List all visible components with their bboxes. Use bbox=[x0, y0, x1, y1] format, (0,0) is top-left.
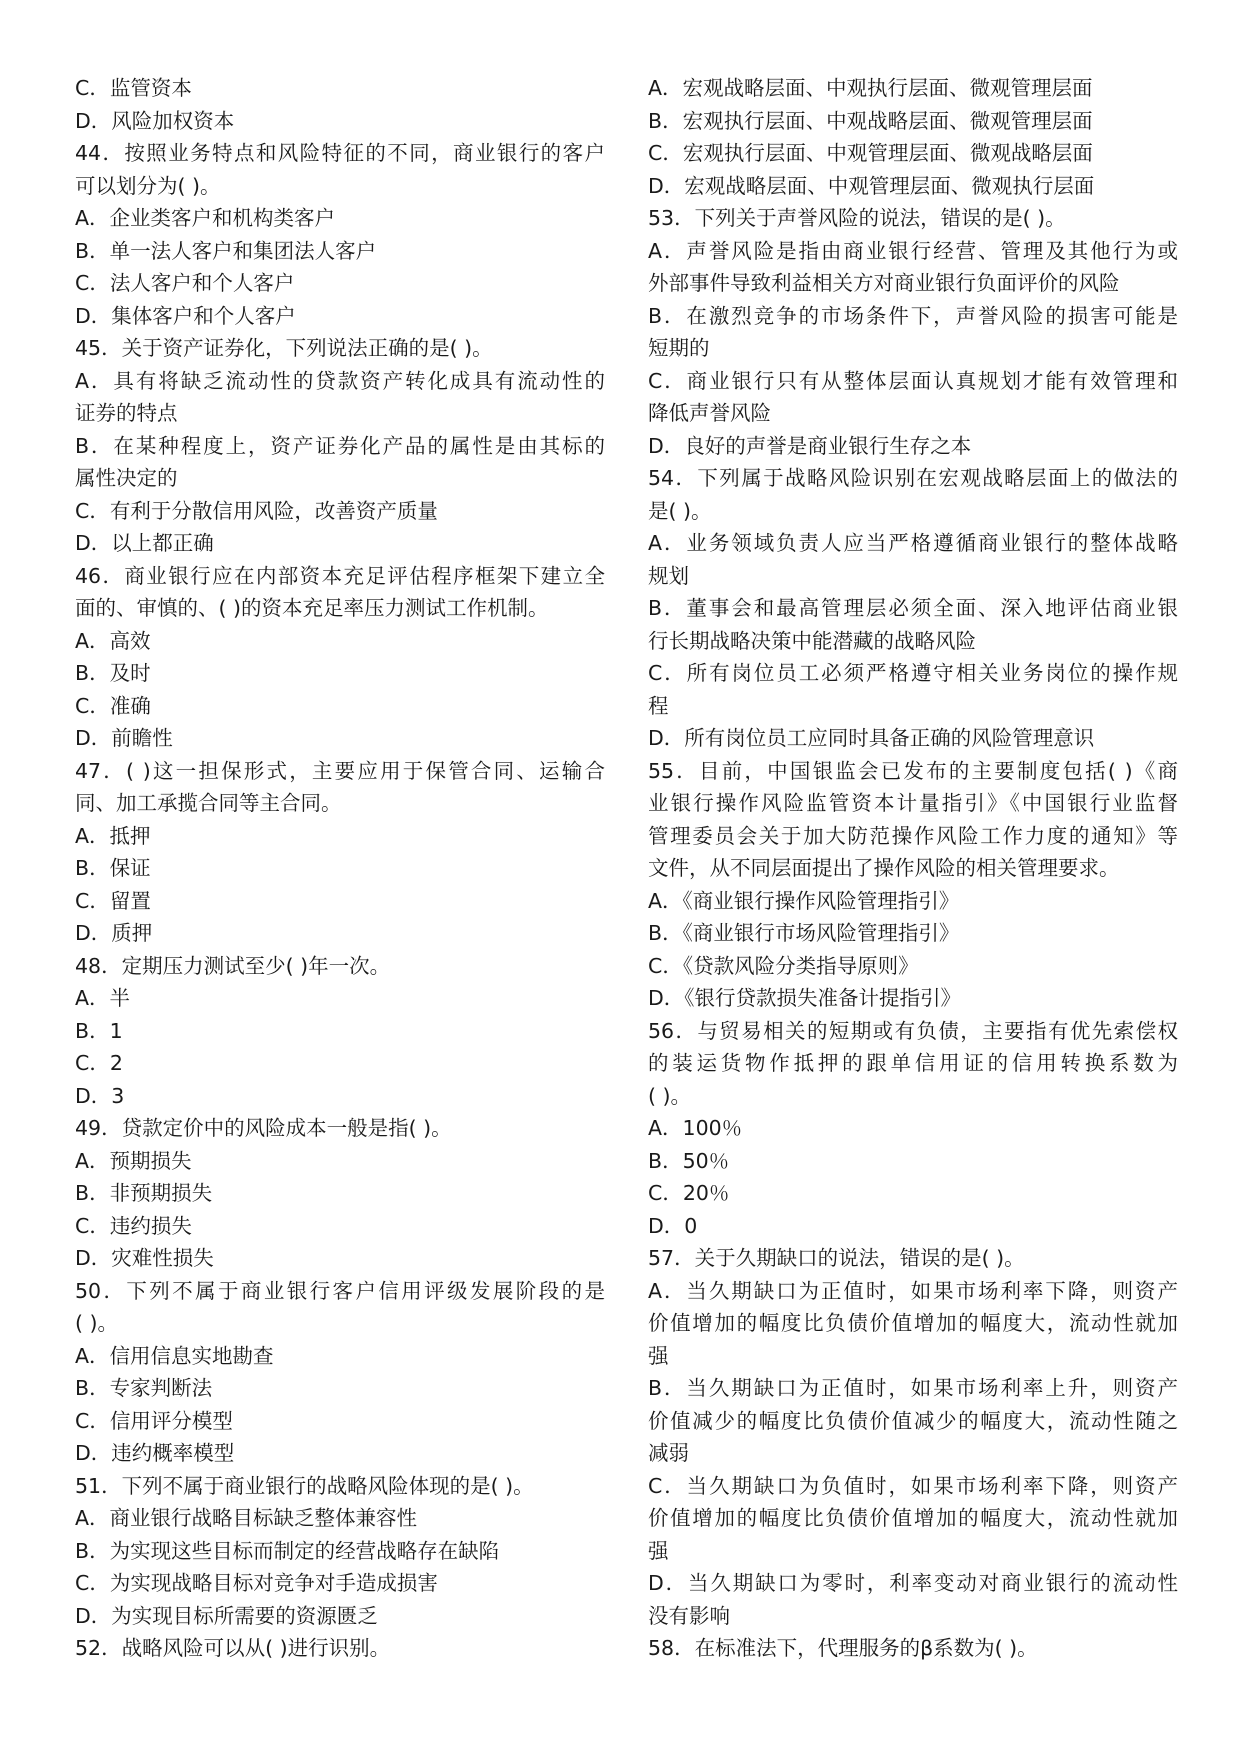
left-text-line: A．抵押 bbox=[75, 823, 151, 848]
left-text-line: B．单一法人客户和集团法人客户 bbox=[75, 238, 377, 263]
right-text-line: A．《商业银行操作风险管理指引》 bbox=[648, 888, 960, 913]
left-text-line: C．监管资本 bbox=[75, 76, 192, 100]
left-text-line: 49．贷款定价中的风险成本一般是指( )。 bbox=[75, 1116, 452, 1140]
left-text-line: A．半 bbox=[75, 986, 131, 1010]
right-text-line: C．商业银行只有从整体层面认真规划才能有效管理和 bbox=[648, 368, 1178, 393]
right-text-line: 强 bbox=[648, 1343, 669, 1368]
right-text-line: C．宏观执行层面、中观管理层面、微观战略层面 bbox=[648, 141, 1093, 165]
left-column bbox=[75, 72, 605, 1665]
right-text-line: B．《商业银行市场风险管理指引》 bbox=[648, 921, 960, 945]
left-text-line: D．以上都正确 bbox=[75, 531, 214, 555]
right-text-line: 业银行操作风险监管资本计量指引》《中国银行业监督 bbox=[648, 791, 1178, 815]
right-text-line: C．20％ bbox=[648, 1181, 730, 1205]
left-text-line: C．违约损失 bbox=[75, 1213, 192, 1238]
right-column bbox=[648, 72, 1178, 1665]
left-text-line: D．风险加权资本 bbox=[75, 108, 235, 133]
right-text-line: D．当久期缺口为零时，利率变动对商业银行的流动性 bbox=[648, 1571, 1178, 1595]
right-text-line: 规划 bbox=[648, 563, 689, 588]
right-text-line: B．董事会和最高管理层必须全面、深入地评估商业银 bbox=[648, 596, 1178, 620]
left-text-line: D．灾难性损失 bbox=[75, 1246, 214, 1270]
left-text-line: B．专家判断法 bbox=[75, 1376, 213, 1400]
right-text-line: 价值减少的幅度比负债价值减少的幅度大，流动性随之 bbox=[648, 1408, 1178, 1433]
right-text-line: 价值增加的幅度比负债价值增加的幅度大，流动性就加 bbox=[648, 1311, 1178, 1335]
right-text-line: 53．下列关于声誉风险的说法，错误的是( )。 bbox=[648, 206, 1066, 230]
left-text-line: 51．下列不属于商业银行的战略风险体现的是( )。 bbox=[75, 1473, 534, 1498]
right-text-line: 是( )。 bbox=[648, 498, 712, 523]
right-text-line: D．所有岗位员工应同时具备正确的风险管理意识 bbox=[648, 726, 1095, 750]
left-text-line: C．法人客户和个人客户 bbox=[75, 271, 295, 295]
left-text-line: A．企业类客户和机构类客户 bbox=[75, 206, 336, 230]
right-text-line: A．声誉风险是指由商业银行经营、管理及其他行为或 bbox=[648, 238, 1178, 263]
right-text-line: 短期的 bbox=[648, 336, 710, 360]
left-text-line: 48．定期压力测试至少( )年一次。 bbox=[75, 953, 391, 978]
right-text-line: D．良好的声誉是商业银行生存之本 bbox=[648, 433, 972, 458]
left-text-line: D．违约概率模型 bbox=[75, 1441, 235, 1465]
right-text-line: 程 bbox=[648, 693, 669, 718]
left-text-line: D．3 bbox=[75, 1083, 125, 1108]
right-text-line: 54．下列属于战略风险识别在宏观战略层面上的做法的 bbox=[648, 466, 1178, 490]
right-text-line: 56．与贸易相关的短期或有负债，主要指有优先索偿权 bbox=[648, 1018, 1178, 1043]
right-text-line: 行长期战略决策中能潜藏的战略风险 bbox=[648, 628, 976, 653]
right-text-line: A．100％ bbox=[648, 1116, 743, 1140]
right-text-line: A．宏观战略层面、中观执行层面、微观管理层面 bbox=[648, 76, 1093, 100]
left-text-line: D．前瞻性 bbox=[75, 726, 173, 750]
left-text-line: 47．( )这一担保形式，主要应用于保管合同、运输合 bbox=[75, 758, 605, 783]
left-text-line: ( )。 bbox=[75, 1311, 119, 1335]
left-text-line: C．有利于分散信用风险，改善资产质量 bbox=[75, 498, 438, 523]
left-text-line: 50．下列不属于商业银行客户信用评级发展阶段的是 bbox=[75, 1278, 605, 1303]
right-text-line: B．当久期缺口为正值时，如果市场利率上升，则资产 bbox=[648, 1376, 1178, 1400]
left-text-line: 52．战略风险可以从( )进行识别。 bbox=[75, 1636, 391, 1660]
left-text-line: 同、加工承揽合同等主合同。 bbox=[75, 791, 342, 815]
right-text-line: D．0 bbox=[648, 1213, 698, 1238]
right-text-line: 57．关于久期缺口的说法，错误的是( )。 bbox=[648, 1246, 1025, 1270]
right-text-line: C．当久期缺口为负值时，如果市场利率下降，则资产 bbox=[648, 1473, 1178, 1498]
right-text-line: 55．目前，中国银监会已发布的主要制度包括( )《商 bbox=[648, 758, 1178, 783]
left-text-line: 46．商业银行应在内部资本充足评估程序框架下建立全 bbox=[75, 563, 605, 588]
right-text-line: C．所有岗位员工必须严格遵守相关业务岗位的操作规 bbox=[648, 661, 1178, 685]
right-text-line: 降低声誉风险 bbox=[648, 401, 771, 425]
left-text-line: 属性决定的 bbox=[75, 466, 178, 490]
left-text-line: A．具有将缺乏流动性的贷款资产转化成具有流动性的 bbox=[75, 368, 605, 393]
left-text-line: C．准确 bbox=[75, 693, 151, 718]
left-text-line: C．留置 bbox=[75, 888, 151, 913]
left-text-line: D．为实现目标所需要的资源匮乏 bbox=[75, 1603, 378, 1628]
left-text-line: 可以划分为( )。 bbox=[75, 173, 221, 198]
right-text-line: 强 bbox=[648, 1538, 669, 1563]
right-text-line: 管理委员会关于加大防范操作风险工作力度的通知》等 bbox=[648, 823, 1178, 848]
left-text-line: 44．按照业务特点和风险特征的不同，商业银行的客户 bbox=[75, 141, 605, 165]
left-text-line: D．集体客户和个人客户 bbox=[75, 303, 296, 328]
left-text-line: A．预期损失 bbox=[75, 1148, 192, 1173]
right-text-line: D．宏观战略层面、中观管理层面、微观执行层面 bbox=[648, 173, 1095, 198]
right-text-line: 没有影响 bbox=[648, 1603, 730, 1628]
left-text-line: B．保证 bbox=[75, 856, 151, 880]
left-text-line: B．在某种程度上，资产证券化产品的属性是由其标的 bbox=[75, 433, 605, 458]
left-text-line: D．质押 bbox=[75, 921, 153, 945]
left-text-line: B．非预期损失 bbox=[75, 1181, 213, 1205]
right-text-line: 价值增加的幅度比负债价值增加的幅度大，流动性就加 bbox=[648, 1506, 1178, 1530]
right-text-line: D．《银行贷款损失准备计提指引》 bbox=[648, 986, 962, 1010]
right-text-line: C．《贷款风险分类指导原则》 bbox=[648, 953, 919, 978]
left-text-line: B．及时 bbox=[75, 661, 151, 685]
left-text-line: B．为实现这些目标而制定的经营战略存在缺陷 bbox=[75, 1538, 500, 1563]
right-text-line: ( )。 bbox=[648, 1083, 692, 1108]
right-text-line: B．50％ bbox=[648, 1148, 730, 1173]
left-text-line: 45．关于资产证券化，下列说法正确的是( )。 bbox=[75, 336, 493, 360]
right-text-line: 文件，从不同层面提出了操作风险的相关管理要求。 bbox=[648, 856, 1120, 880]
left-text-line: C．信用评分模型 bbox=[75, 1408, 233, 1433]
left-text-line: A．商业银行战略目标缺乏整体兼容性 bbox=[75, 1506, 418, 1530]
right-text-line: 的装运货物作抵押的跟单信用证的信用转换系数为 bbox=[648, 1051, 1178, 1075]
left-text-line: C．2 bbox=[75, 1051, 123, 1075]
right-text-line: B．宏观执行层面、中观战略层面、微观管理层面 bbox=[648, 108, 1093, 133]
left-text-line: 证券的特点 bbox=[75, 401, 178, 425]
left-text-line: A．高效 bbox=[75, 628, 151, 653]
right-text-line: A．当久期缺口为正值时，如果市场利率下降，则资产 bbox=[648, 1278, 1178, 1303]
left-text-line: A．信用信息实地勘查 bbox=[75, 1343, 274, 1368]
left-text-line: C．为实现战略目标对竞争对手造成损害 bbox=[75, 1571, 438, 1595]
right-text-line: 58．在标准法下，代理服务的β系数为( )。 bbox=[648, 1636, 1038, 1660]
right-text-line: 外部事件导致利益相关方对商业银行负面评价的风险 bbox=[648, 271, 1120, 295]
left-text-line: B．1 bbox=[75, 1018, 123, 1043]
right-text-line: 减弱 bbox=[648, 1441, 689, 1465]
right-text-line: A．业务领域负责人应当严格遵循商业银行的整体战略 bbox=[648, 531, 1178, 555]
right-text-line: B．在激烈竞争的市场条件下，声誉风险的损害可能是 bbox=[648, 303, 1178, 328]
left-text-line: 面的、审慎的、( )的资本充足率压力测试工作机制。 bbox=[75, 596, 549, 620]
